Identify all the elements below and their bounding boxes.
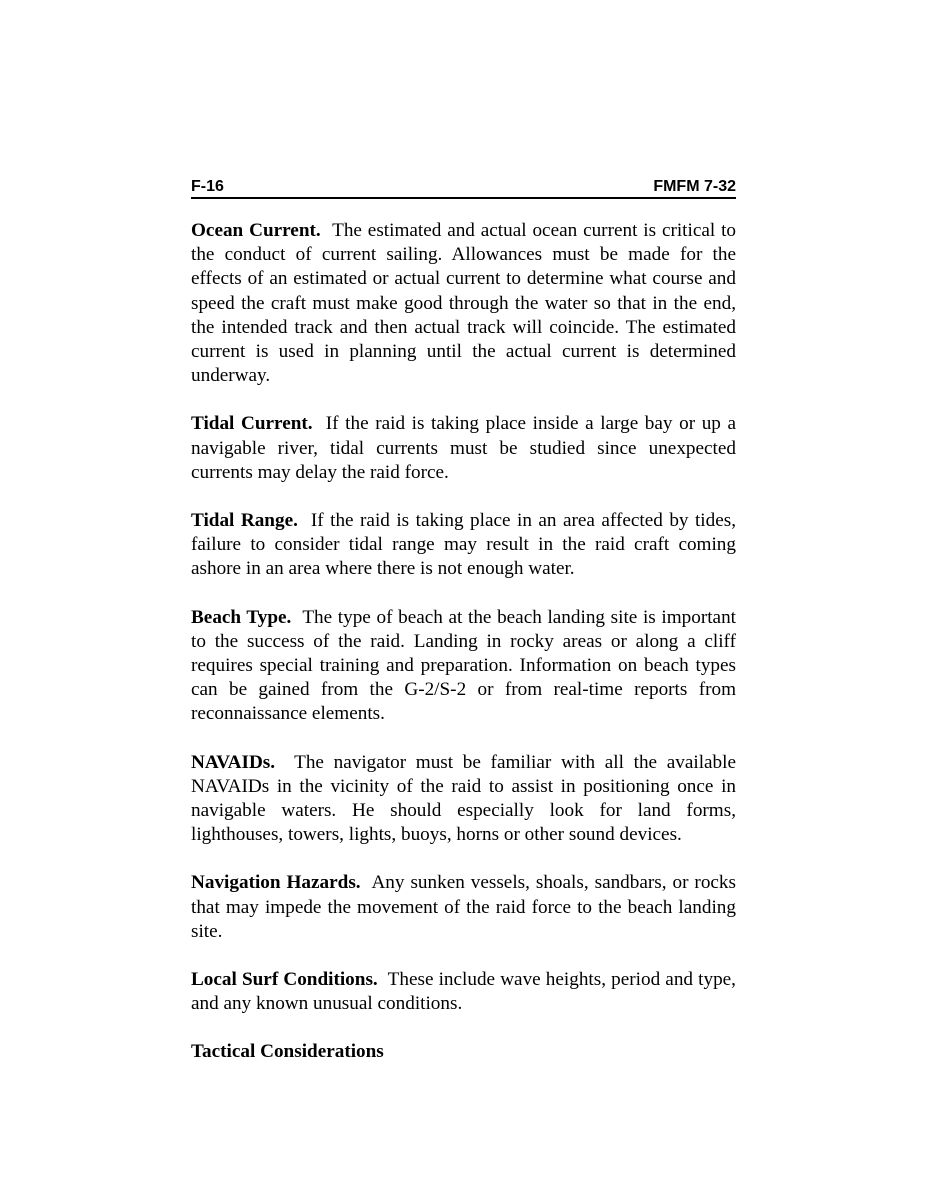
paragraph-tidal-current — [191, 412, 736, 485]
paragraph-term: Navigation Hazards. — [191, 872, 361, 894]
paragraph-text: The navigator must be familiar with all the available NAVAIDs in the vicinity of the raid to assist in positioning once in navigable waters. He should especially look for land forms, lighthouses, towers, lights, buoys, horns or other sound devices. — [191, 751, 736, 846]
paragraph-local-surf-conditions — [191, 968, 736, 1016]
paragraph-beach-type — [191, 606, 736, 727]
paragraph-navaids — [191, 751, 736, 848]
document-id: FMFM 7-32 — [653, 178, 736, 195]
paragraph-term: Tidal Current. — [191, 413, 313, 435]
paragraph-navigation-hazards — [191, 871, 736, 944]
page-header — [191, 178, 736, 199]
section-heading: Tactical Considerations — [191, 1041, 384, 1063]
paragraph-term: NAVAIDs. — [191, 751, 276, 773]
paragraph-text: Any sunken vessels, shoals, sandbars, or rocks that may impede the movement of the raid force to the beach landing site. — [191, 872, 736, 942]
paragraph-ocean-current — [191, 219, 736, 388]
paragraph-term: Tidal Range. — [191, 510, 298, 532]
paragraph-text: If the raid is taking place in an area affected by tides, failure to consider tidal range may result in the raid craft coming ashore in an area where there is not enough water. — [191, 510, 737, 580]
paragraph-term: Ocean Current. — [191, 220, 321, 241]
paragraph-text: These include wave heights, period and type, and any known unusual conditions. — [191, 969, 736, 1015]
page-body — [191, 219, 736, 1065]
paragraph-term: Beach Type. — [191, 606, 292, 628]
paragraph-text: The type of beach at the beach landing site is important to the success of the raid. Landing in rocky areas or along a cliff requires special training and preparation. Information on beach types can be gained from the G-2/S-2 or from real-time reports from reconnaissance elements. — [191, 606, 737, 725]
page-number: F-16 — [191, 178, 224, 195]
paragraph-term: Local Surf Conditions. — [191, 969, 378, 991]
paragraph-text: If the raid is taking place inside a large bay or up a navigable river, tidal currents must be studied since unexpected currents may delay the raid force. — [191, 413, 737, 483]
document-page — [191, 178, 736, 1065]
paragraph-tidal-range — [191, 509, 736, 582]
paragraph-text: The estimated and actual ocean current is critical to the conduct of current sailing. Allowances must be made for the effects of an estimated or actual current to determine what course and speed the craft must make good through the water so that in the end, the intended track and then actual track will coincide. The estimated current is used in planning until the actual current is determined underway. — [191, 220, 736, 387]
